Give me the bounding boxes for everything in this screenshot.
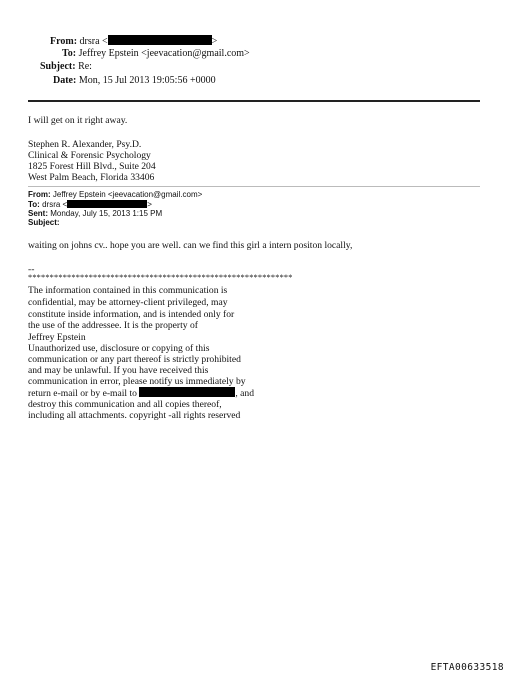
quoted-to-close: > [147, 200, 152, 209]
quoted-subject-label: Subject: [28, 218, 60, 227]
disclaimer-line: confidential, may be attorney-client privileged, may [28, 297, 228, 308]
quoted-sent-label: Sent: [28, 209, 48, 218]
header-date-row [53, 75, 216, 87]
redaction-block [108, 35, 212, 45]
disclaimer-line: including all attachments. copyright -all rights reserved [28, 410, 241, 421]
quote-divider [28, 186, 480, 187]
signature-separator: -- [28, 264, 35, 275]
disclaimer-line: constitute inside information, and is intended only for [28, 309, 235, 320]
signature-line: West Palm Beach, Florida 33406 [28, 172, 155, 183]
disclaimer-text: return e-mail or by e-mail to [28, 388, 137, 399]
from-close: > [211, 36, 218, 47]
redaction-block [139, 387, 235, 397]
disclaimer-line: and may be unlawful. If you have received this [28, 365, 209, 376]
disclaimer-line: Jeffrey Epstein [28, 332, 86, 343]
redaction-block [67, 200, 147, 208]
header-to-row [62, 48, 250, 60]
subject-label: Subject: [40, 61, 76, 72]
quoted-to-row [28, 200, 152, 209]
disclaimer-line: Unauthorized use, disclosure or copying of this [28, 343, 210, 354]
disclaimer-line: communication or any part thereof is strictly prohibited [28, 354, 241, 365]
header-divider [28, 100, 480, 102]
from-label: From: [50, 36, 78, 47]
disclaimer-line: communication in error, please notify us immediately by [28, 376, 246, 387]
signature-line: Stephen R. Alexander, Psy.D. [28, 139, 142, 150]
quoted-sent-value: Monday, July 15, 2013 1:15 PM [50, 209, 163, 218]
quoted-from-value: Jeffrey Epstein <jeevacation@gmail.com> [52, 190, 203, 199]
bates-number: EFTA00633518 [430, 662, 504, 673]
quoted-to-value: drsra < [42, 200, 68, 209]
quoted-sent-row [28, 209, 162, 218]
reply-text: I will get on it right away. [28, 115, 128, 126]
asterisk-line: ************************************************************* [28, 273, 293, 282]
subject-value: Re: [78, 61, 92, 72]
signature-line: 1825 Forest Hill Blvd., Suite 204 [28, 161, 156, 172]
disclaimer-text: , and [235, 388, 255, 399]
disclaimer-line: destroy this communication and all copies thereof, [28, 399, 222, 410]
date-label: Date: [53, 75, 77, 86]
disclaimer-line: The information contained in this communication is [28, 285, 228, 296]
from-value: drsra < [79, 36, 108, 47]
to-label: To: [62, 48, 77, 59]
quoted-body: waiting on johns cv.. hope you are well. can we find this girl a intern positon locally, [28, 240, 353, 251]
to-value: Jeffrey Epstein <jeevacation@gmail.com> [78, 48, 250, 59]
signature-line: Clinical & Forensic Psychology [28, 150, 151, 161]
quoted-from-label: From: [28, 190, 51, 199]
quoted-from-row [28, 190, 202, 199]
date-value: Mon, 15 Jul 2013 19:05:56 +0000 [78, 75, 216, 86]
quoted-to-label: To: [28, 200, 40, 209]
disclaimer-line: the use of the addressee. It is the property of [28, 320, 198, 331]
header-subject-row [40, 61, 92, 73]
header-from-row [50, 35, 217, 48]
